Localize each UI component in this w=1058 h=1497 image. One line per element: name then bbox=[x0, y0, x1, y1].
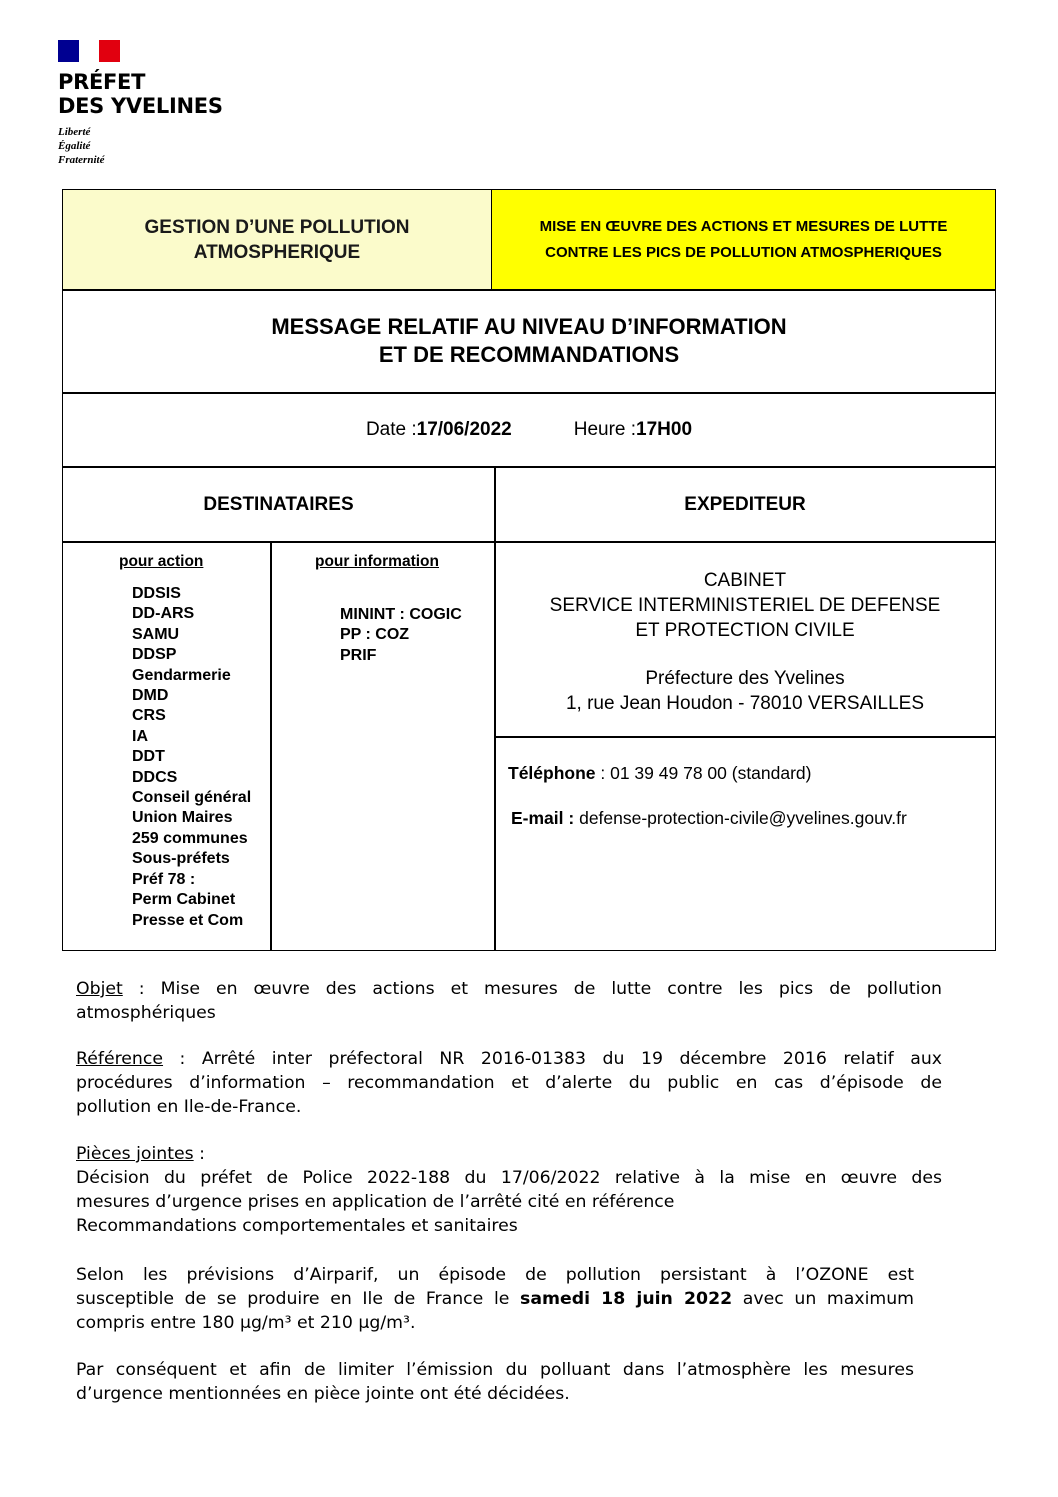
previsions-text-2a: susceptible de se produire en Ile de France le bbox=[76, 1289, 521, 1309]
list-item: CRS bbox=[132, 707, 166, 725]
consequence-paragraph bbox=[76, 1358, 914, 1406]
exp-line5: 1, rue Jean Houdon - 78010 VERSAILLES bbox=[565, 693, 925, 714]
expediteur-address bbox=[495, 568, 995, 716]
expediteur-header: EXPEDITEUR bbox=[684, 493, 806, 515]
reference-paragraph bbox=[76, 1047, 942, 1119]
left-head-line1: GESTION D’UNE POLLUTION bbox=[144, 216, 410, 238]
list-item: IA bbox=[132, 727, 148, 745]
pour-action-list bbox=[132, 584, 251, 931]
devise-egalite: Égalité bbox=[58, 140, 91, 152]
previsions-text-3: compris entre 180 µg/m³ et 210 µg/m³. bbox=[76, 1313, 416, 1333]
email-value[interactable]: defense-protection-civile@yvelines.gouv.fr bbox=[574, 808, 907, 828]
list-item: DD-ARS bbox=[132, 605, 195, 623]
list-item: DDSIS bbox=[132, 585, 181, 602]
email-line bbox=[511, 808, 907, 829]
flag-blue-band bbox=[58, 40, 79, 62]
list-item: PRIF bbox=[340, 646, 377, 664]
message-table bbox=[62, 189, 996, 951]
list-item: Union Maires bbox=[132, 809, 233, 827]
devise bbox=[58, 125, 104, 167]
list-item: PP : COZ bbox=[340, 626, 410, 644]
title-line2: ET DE RECOMMANDATIONS bbox=[378, 342, 680, 367]
previsions-text-1: Selon les prévisions d’Airparif, un épisode de pollution persistant à l’OZONE est bbox=[76, 1265, 914, 1285]
prefet-line2: DES YVELINES bbox=[58, 94, 223, 118]
reference-label: Référence bbox=[76, 1049, 164, 1069]
pieces-jointes-text-2: mesures d’urgence prises en application de l’arrêté cité en référence bbox=[76, 1192, 675, 1212]
pour-action-label: pour action bbox=[119, 553, 204, 570]
pieces-jointes-label: Pièces jointes bbox=[76, 1144, 194, 1164]
list-item: Perm Cabinet bbox=[132, 891, 236, 909]
pour-information-label: pour information bbox=[315, 553, 439, 570]
prefet-title bbox=[58, 70, 223, 118]
list-item: Préf 78 : bbox=[132, 870, 196, 888]
previsions-text-2c: avec un maximum bbox=[732, 1289, 914, 1309]
list-item: Gendarmerie bbox=[132, 666, 231, 684]
divider bbox=[270, 542, 272, 950]
prefet-line1: PRÉFET bbox=[58, 70, 146, 94]
exp-line4: Préfecture des Yvelines bbox=[645, 668, 845, 689]
devise-liberte: Liberté bbox=[58, 126, 91, 138]
pieces-jointes-text-3: Recommandations comportementales et sanitaires bbox=[76, 1216, 518, 1236]
date-value: 17/06/2022 bbox=[416, 419, 512, 440]
objet-text-2: atmosphériques bbox=[76, 1003, 216, 1023]
list-item: Sous-préfets bbox=[132, 850, 230, 868]
devise-fraternite: Fraternité bbox=[58, 154, 105, 166]
objet-paragraph bbox=[76, 977, 942, 1025]
objet-text: : Mise en œuvre des actions et mesures de lutte contre les pics de pollution bbox=[122, 979, 942, 999]
telephone-label: Téléphone bbox=[508, 763, 596, 783]
list-item: Presse et Com bbox=[132, 911, 244, 929]
right-head-line2: CONTRE LES PICS DE POLLUTION ATMOSPHERIQUES bbox=[545, 243, 942, 261]
pieces-jointes-paragraph bbox=[76, 1142, 942, 1238]
republique-flag-logo bbox=[58, 40, 120, 62]
mise-en-oeuvre-header bbox=[492, 190, 995, 289]
previsions-paragraph bbox=[76, 1263, 914, 1335]
pour-information-list bbox=[340, 605, 462, 666]
pieces-jointes-colon: : bbox=[193, 1144, 205, 1164]
exp-line2: SERVICE INTERMINISTERIEL DE DEFENSE bbox=[549, 595, 941, 616]
exp-line1: CABINET bbox=[703, 570, 787, 591]
flag-red-band bbox=[99, 40, 120, 62]
list-item: SAMU bbox=[132, 625, 180, 643]
reference-text-2: procédures d’information – recommandation et d’alerte du public en cas d’épisode de bbox=[76, 1073, 942, 1093]
list-item: DDT bbox=[132, 748, 165, 766]
left-head-line2: ATMOSPHERIQUE bbox=[193, 241, 361, 263]
date-label: Date : bbox=[365, 419, 417, 440]
list-item: 259 communes bbox=[132, 829, 248, 847]
divider bbox=[495, 736, 995, 738]
exp-line3: ET PROTECTION CIVILE bbox=[635, 620, 855, 641]
list-item: Conseil général bbox=[132, 789, 252, 807]
list-item: MININT : COGIC bbox=[340, 606, 462, 623]
divider bbox=[63, 541, 995, 543]
previsions-date: samedi 18 juin 2022 bbox=[520, 1289, 733, 1309]
reference-text-3: pollution en Ile-de-France. bbox=[76, 1097, 302, 1117]
email-label: E-mail : bbox=[511, 808, 575, 828]
message-title bbox=[63, 290, 995, 392]
pieces-jointes-text-1: Décision du préfet de Police 2022-188 du 17/06/2022 relative à la mise en œuvre des bbox=[76, 1168, 942, 1188]
list-item: DDSP bbox=[132, 646, 177, 664]
heure-label: Heure : bbox=[573, 419, 637, 440]
telephone-value: : 01 39 49 78 00 (standard) bbox=[595, 763, 812, 783]
right-head-line1: MISE EN ŒUVRE DES ACTIONS ET MESURES DE LUTTE bbox=[539, 217, 948, 235]
list-item: DMD bbox=[132, 687, 169, 705]
objet-label: Objet bbox=[76, 979, 123, 999]
date-heure-row bbox=[63, 393, 995, 467]
destinataires-header: DESTINATAIRES bbox=[203, 493, 354, 515]
heure-value: 17H00 bbox=[636, 419, 693, 440]
list-item: DDCS bbox=[132, 768, 178, 786]
title-line1: MESSAGE RELATIF AU NIVEAU D’INFORMATION bbox=[271, 314, 787, 339]
telephone-line bbox=[508, 763, 812, 784]
gestion-pollution-header bbox=[63, 190, 491, 289]
consequence-text-1: Par conséquent et afin de limiter l’émission du polluant dans l’atmosphère les mesures bbox=[76, 1360, 914, 1380]
reference-text: : Arrêté inter préfectoral NR 2016-01383 du 19 décembre 2016 relatif aux bbox=[163, 1049, 942, 1069]
consequence-text-2: d’urgence mentionnées en pièce jointe ont été décidées. bbox=[76, 1384, 570, 1404]
flag-white-band bbox=[79, 40, 99, 62]
